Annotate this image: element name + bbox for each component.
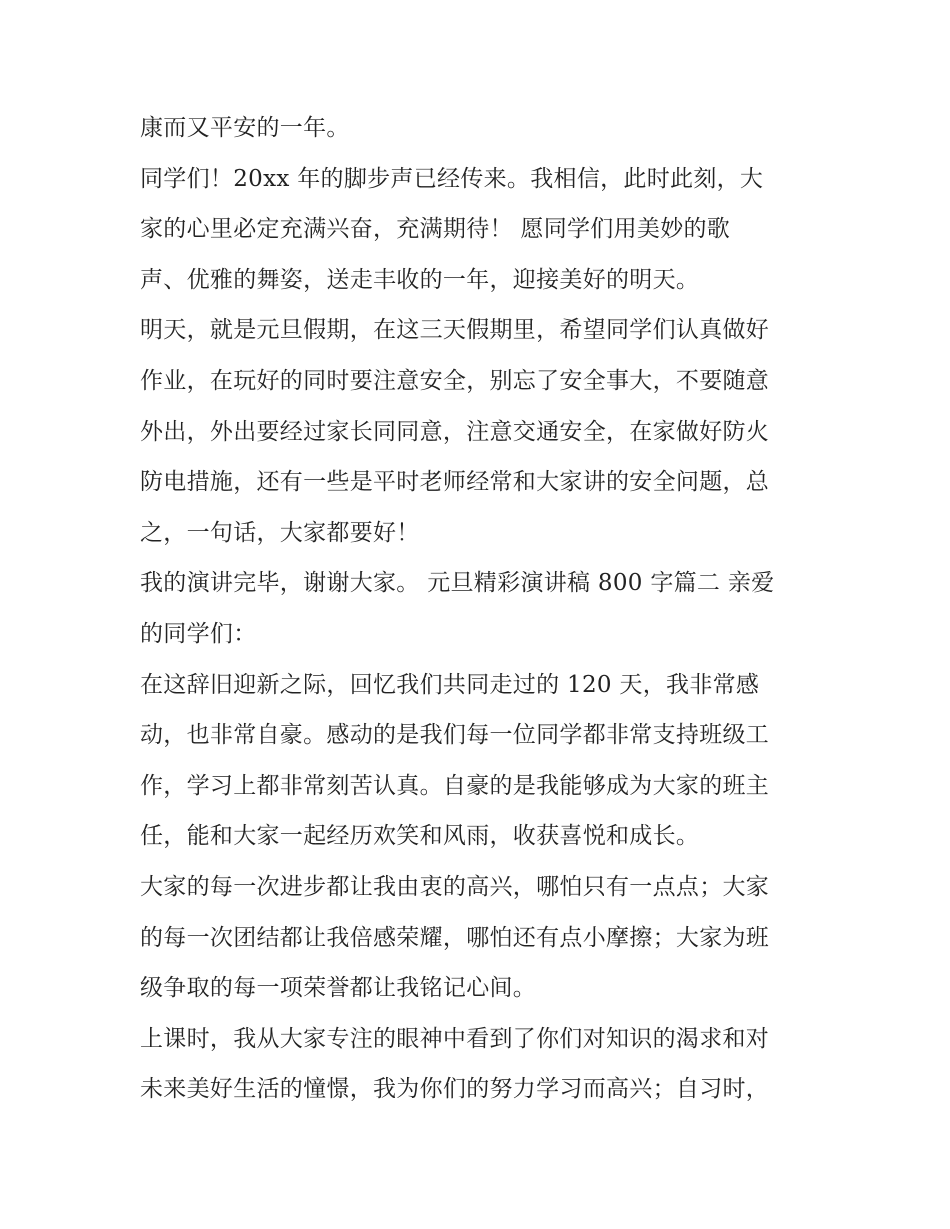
- text-line: 明天，就是元旦假期，在这三天假期里，希望同学们认真做好: [140, 317, 770, 344]
- text-line: 同学们！20xx 年的脚步声已经传来。我相信，此时此刻，大: [140, 165, 764, 192]
- text-line: 的每一次团结都让我倍感荣耀，哪怕还有点小摩擦；大家为班: [140, 924, 770, 951]
- text-line: 的同学们：: [140, 620, 257, 647]
- text-line: 动，也非常自豪。感动的是我们每一位同学都非常支持班级工: [140, 722, 770, 749]
- text-line: 作，学习上都非常刻苦认真。自豪的是我能够成为大家的班主: [140, 772, 770, 799]
- text-line: 作业，在玩好的同时要注意安全，别忘了安全事大，不要随意: [140, 367, 770, 394]
- text-line: 之，一句话，大家都要好！: [140, 519, 420, 546]
- text-line: 我的演讲完毕，谢谢大家。 元旦精彩演讲稿 800 字篇二 亲爱: [140, 570, 775, 597]
- text-line: 康而又平安的一年。: [140, 115, 350, 141]
- text-line: 未来美好生活的憧憬，我为你们的努力学习而高兴；自习时，: [140, 1076, 770, 1103]
- text-line: 声、优雅的舞姿，送走丰收的一年，迎接美好的明天。: [140, 266, 700, 293]
- text-line: 任，能和大家一起经历欢笑和风雨，收获喜悦和成长。: [140, 823, 700, 850]
- document-body: [140, 108, 820, 1120]
- text-line: 外出，外出要经过家长同同意，注意交通安全，在家做好防火: [140, 418, 770, 445]
- text-line: 防电措施，还有一些是平时老师经常和大家讲的安全问题，总: [140, 469, 770, 496]
- text-line: 在这辞旧迎新之际，回忆我们共同走过的 120 天，我非常感: [140, 671, 760, 698]
- text-line: 上课时，我从大家专注的眼神中看到了你们对知识的渴求和对: [140, 1025, 770, 1052]
- text-line: 家的心里必定充满兴奋，充满期待！ 愿同学们用美妙的歌: [140, 216, 731, 243]
- text-line: 大家的每一次进步都让我由衷的高兴，哪怕只有一点点；大家: [140, 873, 770, 900]
- text-line: 级争取的每一项荣誉都让我铭记心间。: [140, 975, 537, 1002]
